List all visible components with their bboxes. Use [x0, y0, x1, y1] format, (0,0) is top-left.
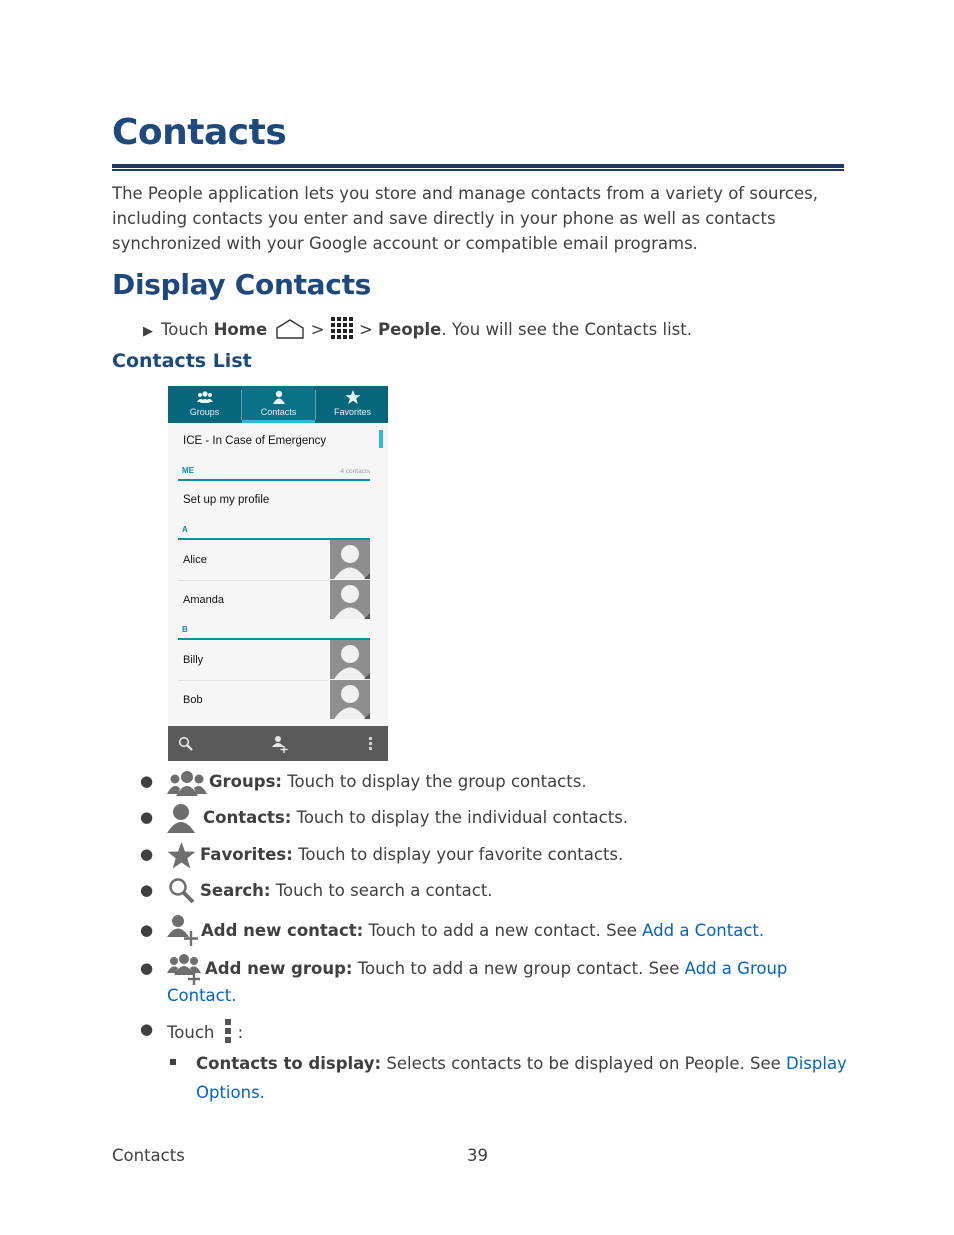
- intro-paragraph: The People application lets you store and manage contacts from a variety of sources, including contacts you enter and save directly in your phone as well as contacts synchronized with your Google account or compatible email programs.: [112, 184, 818, 253]
- scrollbar[interactable]: [379, 430, 383, 448]
- bullet-groups: [209, 771, 587, 793]
- add-a-contact-link[interactable]: Add a Contact: [642, 921, 759, 940]
- bullet-label: Favorites:: [200, 845, 293, 864]
- step-arrow-icon: ▶: [143, 324, 153, 339]
- ice-item[interactable]: ICE - In Case of Emergency: [183, 435, 327, 447]
- step-home: Home: [213, 320, 268, 339]
- bullet-contacts: [203, 807, 628, 829]
- contact-name[interactable]: Amanda: [183, 594, 224, 606]
- menu-icon[interactable]: [369, 737, 373, 751]
- add-group-icon: [167, 953, 203, 985]
- bullet-dot: ●: [140, 921, 154, 939]
- sub-bullet-cont: [196, 1082, 265, 1104]
- sub-bullet-square: [170, 1059, 176, 1065]
- avatar-placeholder-icon: [330, 640, 370, 679]
- star-icon: [167, 842, 196, 869]
- bullet-add-group-cont: [167, 985, 236, 1007]
- tab-bar: [168, 386, 388, 423]
- groups-icon: [197, 390, 213, 404]
- row-divider: [178, 680, 328, 681]
- bullet-favorites: [200, 844, 623, 866]
- menu-icon: [224, 1019, 238, 1043]
- search-icon: [168, 877, 196, 905]
- page-title: Contacts: [112, 112, 287, 153]
- person-icon: [271, 390, 287, 404]
- bullet-add-contact: [201, 920, 764, 942]
- section-divider: [178, 479, 370, 481]
- step-suffix: . You will see the Contacts list.: [441, 320, 692, 339]
- bullet-label: Contacts to display:: [196, 1054, 382, 1073]
- tab-favorites-label: Favorites: [333, 407, 371, 417]
- section-title-display-contacts: Display Contacts: [112, 268, 372, 301]
- add-a-group-link-cont[interactable]: Contact.: [167, 986, 237, 1005]
- contact-name[interactable]: Alice: [183, 554, 207, 566]
- add-contact-icon: [167, 914, 199, 946]
- bullet-menu: [167, 1019, 243, 1044]
- bullet-label: Contacts:: [203, 808, 292, 827]
- apps-icon: [330, 316, 354, 340]
- tab-contacts-label: Contacts: [260, 407, 297, 417]
- footer-section: Contacts: [112, 1146, 185, 1165]
- search-icon[interactable]: [178, 736, 194, 752]
- display-step: [143, 316, 692, 343]
- bullet-text: Touch to search a contact.: [270, 881, 493, 900]
- bottom-action-bar: [168, 726, 388, 761]
- step-separator: >: [305, 320, 330, 339]
- step-separator: >: [353, 320, 379, 339]
- bullet-text: Touch: [167, 1023, 220, 1042]
- display-options-link-cont[interactable]: Options.: [196, 1083, 265, 1102]
- contact-name[interactable]: Bob: [183, 694, 203, 706]
- bullet-punct: :: [237, 1023, 244, 1042]
- bullet-text: Touch to display the group contacts.: [282, 772, 587, 791]
- contacts-screenshot: [168, 386, 388, 761]
- bullet-text: Touch to add a new contact. See: [363, 921, 643, 940]
- tab-groups[interactable]: [168, 386, 241, 423]
- avatar-placeholder-icon: [330, 680, 370, 719]
- tab-groups-label: Groups: [189, 407, 220, 417]
- bullet-label: Add new contact:: [201, 921, 364, 940]
- groups-icon: [167, 770, 207, 796]
- display-options-link[interactable]: Display: [786, 1054, 847, 1073]
- section-me-label: ME: [182, 466, 194, 475]
- bullet-label: Groups:: [209, 772, 282, 791]
- bullet-search: [200, 880, 493, 902]
- section-a-label: A: [182, 525, 188, 534]
- bullet-dot: ●: [140, 845, 154, 863]
- step-prefix: Touch: [161, 320, 214, 339]
- bullet-dot: ●: [140, 1020, 154, 1038]
- avatar-placeholder-icon: [330, 580, 370, 619]
- add-a-group-link[interactable]: Add a Group: [684, 959, 788, 978]
- title-rule-thin: [112, 169, 844, 171]
- setup-profile-item[interactable]: Set up my profile: [183, 494, 270, 506]
- bullet-text: Touch to add a new group contact. See: [352, 959, 685, 978]
- bullet-label: Search:: [200, 881, 271, 900]
- bullet-text: Touch to display your favorite contacts.: [292, 845, 624, 864]
- add-contact-icon[interactable]: [271, 735, 289, 753]
- home-icon: [275, 319, 305, 339]
- bullet-dot: ●: [140, 881, 154, 899]
- section-b-label: B: [182, 625, 188, 634]
- bullet-add-group: [205, 958, 787, 980]
- star-icon: [345, 390, 361, 404]
- bullet-dot: ●: [140, 808, 154, 826]
- contacts-list: [168, 423, 388, 726]
- bullet-text: Selects contacts to be displayed on People. See: [381, 1054, 786, 1073]
- step-people: People: [378, 320, 442, 339]
- title-rule: [112, 164, 844, 168]
- footer-page-number: 39: [467, 1146, 488, 1165]
- contact-count: 4 contacts: [340, 468, 370, 475]
- bullet-dot: ●: [140, 772, 154, 790]
- person-icon: [167, 803, 197, 833]
- contact-name[interactable]: Billy: [183, 654, 204, 666]
- section-title-contacts-list: Contacts List: [112, 350, 252, 372]
- row-divider: [178, 580, 328, 581]
- bullet-label: Add new group:: [205, 959, 353, 978]
- tab-contacts[interactable]: [242, 386, 315, 423]
- bullet-text: Touch to display the individual contacts.: [291, 808, 629, 827]
- bullet-dot: ●: [140, 959, 154, 977]
- bullet-punct: .: [758, 921, 765, 940]
- tab-favorites[interactable]: [316, 386, 388, 423]
- sub-bullet-contacts-to-display: [196, 1053, 847, 1075]
- avatar-placeholder-icon: [330, 540, 370, 579]
